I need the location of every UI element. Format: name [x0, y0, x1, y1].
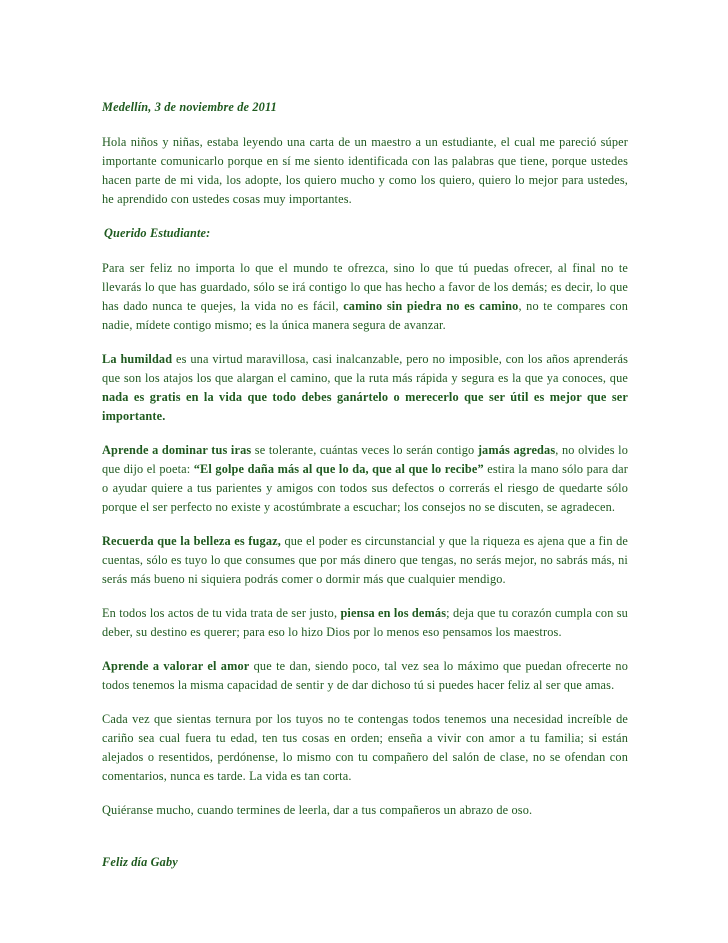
emphasis: piensa en los demás [340, 606, 447, 620]
emphasis: jamás agredas [477, 443, 556, 457]
paragraph-tenderness: Cada vez que sientas ternura por los tuyos no te contengas todos tenemos una necesidad increíble de cariño sea cual fuera tu edad, ten tus cosas en orden; enseña a vivir con amor a tu familia; si están alejados o resentidos, perdónense, lo mismo con tu compañero del salón de clase, no se ofendan con comentarios, nunca es tarde. La vida es tan corta. [102, 712, 628, 783]
text: es una virtud maravillosa, casi inalcanzable, pero no imposible, con los años aprenderás que son los atajos los que alargan el camino, que la ruta más rápida y segura es la que ya conoces, que [102, 352, 629, 385]
text: ; deja que tu corazón cumpla con su deber, su destino es querer; para eso lo hizo Dios por lo menos eso pensamos los maestros. [102, 606, 628, 639]
paragraph-happiness [102, 259, 628, 335]
text: que te dan, siendo poco, tal vez sea lo máximo que puedan ofrecerte no todos tenemos la misma capacidad de sentir y de dar dichoso tú si puedes hacer feliz al ser que amas. [102, 659, 628, 692]
emphasis: Aprende a valorar el amor [102, 659, 250, 673]
emphasis: nada es gratis en la vida que todo debes ganártelo o merecerlo que ser útil es mejor que ser importante. [102, 390, 628, 423]
paragraph-hug: Quiéranse mucho, cuando termines de leerla, dar a tus compañeros un abrazo de oso. [102, 803, 533, 817]
text: se tolerante, cuántas veces lo serán contigo [251, 443, 478, 457]
paragraph-humility [102, 350, 628, 426]
emphasis: Aprende a dominar tus iras [102, 443, 252, 457]
text: Para ser feliz no importa lo que el mundo te ofrezca, sino lo que tú puedas ofrecer, al final no te llevarás lo que has guardado, sólo se irá contigo lo que has hecho a favor de los demás; es decir, lo que has dado nunca te quejes, la vida no es fácil, [102, 261, 628, 313]
emphasis: Recuerda que la belleza es fugaz, [102, 534, 281, 548]
paragraph-justice [102, 604, 628, 642]
text: En todos los actos de tu vida trata de ser justo, [102, 606, 341, 620]
letter-date: Medellín, 3 de noviembre de 2011 [102, 100, 277, 114]
emphasis: La humildad [102, 352, 173, 366]
paragraph-anger [102, 441, 628, 517]
intro-paragraph: Hola niños y niñas, estaba leyendo una carta de un maestro a un estudiante, el cual me pareció súper importante comunicarlo porque en sí me siento identificada con las palabras que tiene, porque ustedes hacen parte de mi vida, los adopte, los quiero mucho y como los quiero, quiero lo mejor para ustedes, he aprendido con ustedes cosas muy importantes. [102, 135, 628, 206]
text: , no olvides lo que dijo el poeta: [102, 443, 628, 476]
paragraph-love [102, 657, 628, 695]
salutation: Querido Estudiante: [104, 226, 211, 240]
paragraph-beauty [102, 532, 628, 589]
emphasis: camino sin piedra no es camino [343, 299, 519, 313]
text: estira la mano sólo para dar o ayudar quiere a tus parientes y amigos con todos sus defectos o correrás el riesgo de quedarte sólo porque el ser perfecto no existe y acostúmbrate a escuchar; los consejos no se discuten, se agradecen. [102, 462, 628, 514]
signature: Feliz día Gaby [102, 855, 178, 869]
quote: “El golpe daña más al que lo da, que al que lo recibe” [193, 462, 484, 476]
text: , no te compares con nadie, mídete contigo mismo; es la única manera segura de avanzar. [102, 299, 628, 332]
text: que el poder es circunstancial y que la riqueza es ajena que a fin de cuentas, sólo es tuyo lo que consumes que por más dinero que tengas, no serás mejor, no sabrás más, ni serás más bueno ni siquiera podrás comer o dormir más que cualquier mendigo. [102, 534, 629, 586]
